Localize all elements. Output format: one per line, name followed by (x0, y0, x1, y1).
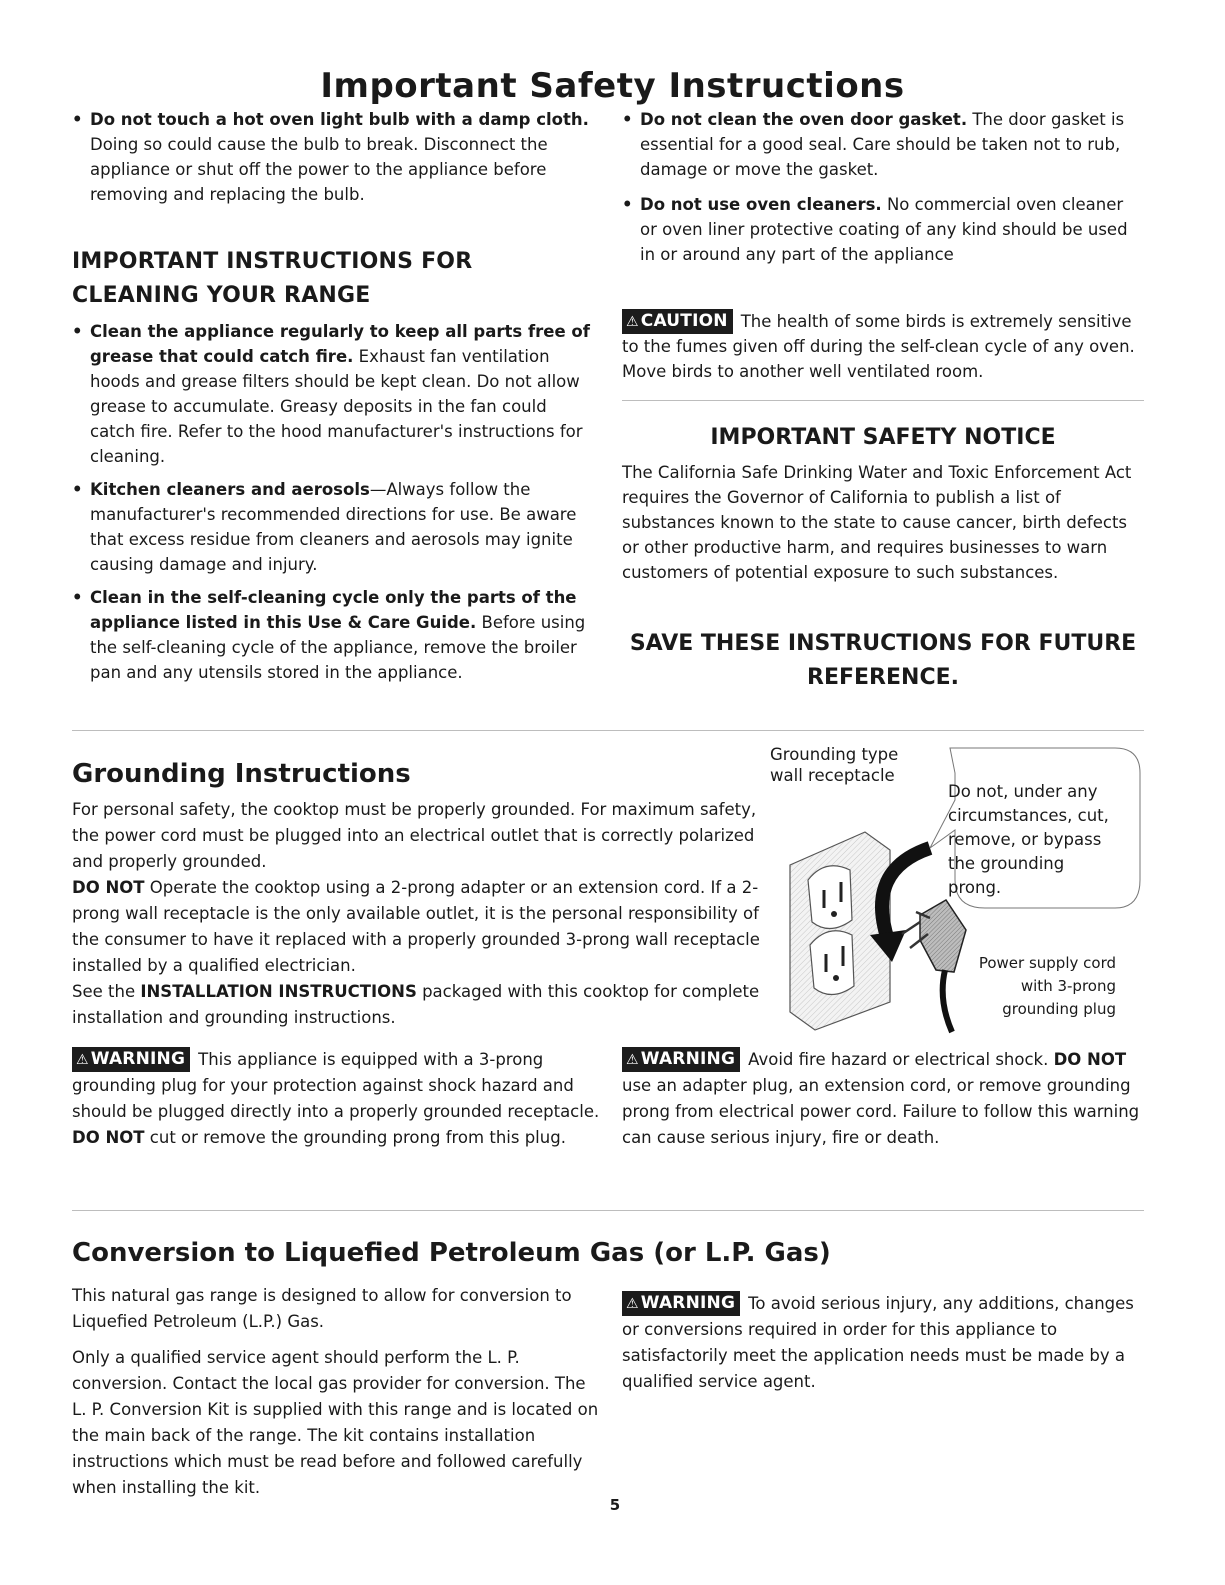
divider (72, 1210, 1144, 1211)
bullet-kitchen-cleaners: • Kitchen cleaners and aerosols—Always follow the manufacturer's recommended directions for use. Be aware that excess residue from cleaners and aerosols may ignite causing damage and injury. (72, 477, 597, 577)
warning-shock-block (622, 1047, 1147, 1151)
cord-label: Power supply cord with 3-prong grounding plug (978, 954, 1116, 1018)
warning-triangle-icon: ⚠ (626, 1052, 639, 1068)
divider (72, 730, 1144, 731)
cleaning-heading: IMPORTANT INSTRUCTIONS FOR CLEANING YOUR RANGE (72, 249, 473, 308)
bullet-self-cleaning-parts: • Clean in the self-cleaning cycle only the parts of the appliance listed in this Use & Care Guide. Before using the self-cleaning cycle of the appliance, remove the broiler pan and any utensils stored in the appliance. (72, 585, 597, 685)
grounding-paragraph: For personal safety, the cooktop must be properly grounded. For maximum safety, the power cord must be plugged into an electrical outlet that is correctly polarized and properly grounded. DO NOT Operate the cooktop using a 2-prong adapter or an extension cord. If a 2-prong wall receptacle is the only available outlet, it is the personal responsibility of the consumer to have it replaced with a properly grounded 3-prong wall receptacle installed by a qualified electrician. See the INSTALLATION INSTRUCTIONS packaged with this cooktop for complete installation and grounding instructions. (72, 800, 760, 1027)
safety-notice-block (622, 422, 1144, 695)
warning-triangle-icon: ⚠ (626, 1296, 639, 1312)
bullet-door-gasket: • Do not clean the oven door gasket. The door gasket is essential for a good seal. Care should be taken not to rub, damage or move the gasket. (622, 107, 1144, 182)
grounding-heading: Grounding Instructions (72, 759, 411, 789)
warning-shock-text: ⚠ WARNING Avoid fire hazard or electrical shock. DO NOT use an adapter plug, an extension cord, or remove grounding prong from electrical power cord. Failure to follow this warning can cause serious injury, fire or death. (622, 1049, 1140, 1147)
warning-plug-text: ⚠ WARNING This appliance is equipped with a 3-prong grounding plug for your protection against shock hazard and should be plugged directly into a properly grounded receptacle. DO NOT cut or remove the grounding prong from this plug. (72, 1049, 600, 1147)
warning-badge: ⚠ WARNING (72, 1047, 190, 1072)
divider (622, 400, 1144, 401)
lp-gas-warning-text: ⚠ WARNING To avoid serious injury, any additions, changes or conversions required in order for this appliance to satisfactorily meet the application needs must be made by a qualified service agent. (622, 1293, 1134, 1391)
warning-triangle-icon: ⚠ (76, 1052, 89, 1068)
grounding-text (72, 797, 762, 1031)
warning-plug-block (72, 1047, 602, 1151)
page-title: Important Safety Instructions (320, 66, 905, 106)
lp-gas-para2: Only a qualified service agent should perform the L. P. conversion. Contact the local gas provider for conversion. The L. P. Conversion Kit is supplied with this range and is located on the main back of the range. The kit contains installation instructions which must be read before and followed carefully when installing the kit. (72, 1348, 599, 1497)
bubble-text: Do not, under any circumstances, cut, remove, or bypass the grounding prong. (948, 782, 1109, 897)
bullet-oven-light-bulb: • Do not touch a hot oven light bulb with a damp cloth. Doing so could cause the bulb to break. Disconnect the appliance or shut off the power to the appliance before removing and replacing the bulb. (72, 107, 597, 207)
lp-gas-heading: Conversion to Liquefied Petroleum Gas (or L.P. Gas) (72, 1238, 831, 1268)
caution-notice: ⚠ CAUTION The health of some birds is extremely sensitive to the fumes given off during the self-clean cycle of any oven. Move birds to another well ventilated room. (622, 311, 1135, 381)
lp-gas-text (72, 1283, 602, 1501)
bullet-oven-cleaners: • Do not use oven cleaners. No commercial oven cleaner or oven liner protective coating of any kind should be used in or around any part of the appliance (622, 192, 1144, 267)
notice-text: The California Safe Drinking Water and Toxic Enforcement Act requires the Governor of California to publish a list of substances known to the state to cause cancer, birth defects or other productive harm, and requires businesses to warn customers of potential exposure to such substances. (622, 463, 1132, 582)
warning-triangle-icon: ⚠ (626, 314, 639, 330)
grounding-figure (770, 740, 1150, 1040)
left-top-column (72, 107, 597, 685)
page-number: 5 (609, 1496, 621, 1514)
caution-badge: ⚠ CAUTION (622, 309, 733, 334)
warning-badge: ⚠ WARNING (622, 1291, 740, 1316)
lp-gas-warning-block (622, 1291, 1147, 1395)
bullet-clean-regularly: • Clean the appliance regularly to keep all parts free of grease that could catch fire. Exhaust fan ventilation hoods and grease filters should be kept clean. Do not allow grease to accumulate. Greasy deposits in the fan could catch fire. Refer to the hood manufacturer's instructions for cleaning. (72, 319, 597, 469)
notice-heading: IMPORTANT SAFETY NOTICE (710, 425, 1056, 450)
lp-gas-para1: This natural gas range is designed to allow for conversion to Liquefied Petroleum (L.P.) Gas. (72, 1286, 572, 1331)
right-top-column (622, 107, 1144, 384)
receptacle-label: Grounding type wall receptacle (770, 745, 899, 785)
warning-badge: ⚠ WARNING (622, 1047, 740, 1072)
save-instructions-heading: SAVE THESE INSTRUCTIONS FOR FUTURE REFERENCE. (629, 631, 1137, 690)
